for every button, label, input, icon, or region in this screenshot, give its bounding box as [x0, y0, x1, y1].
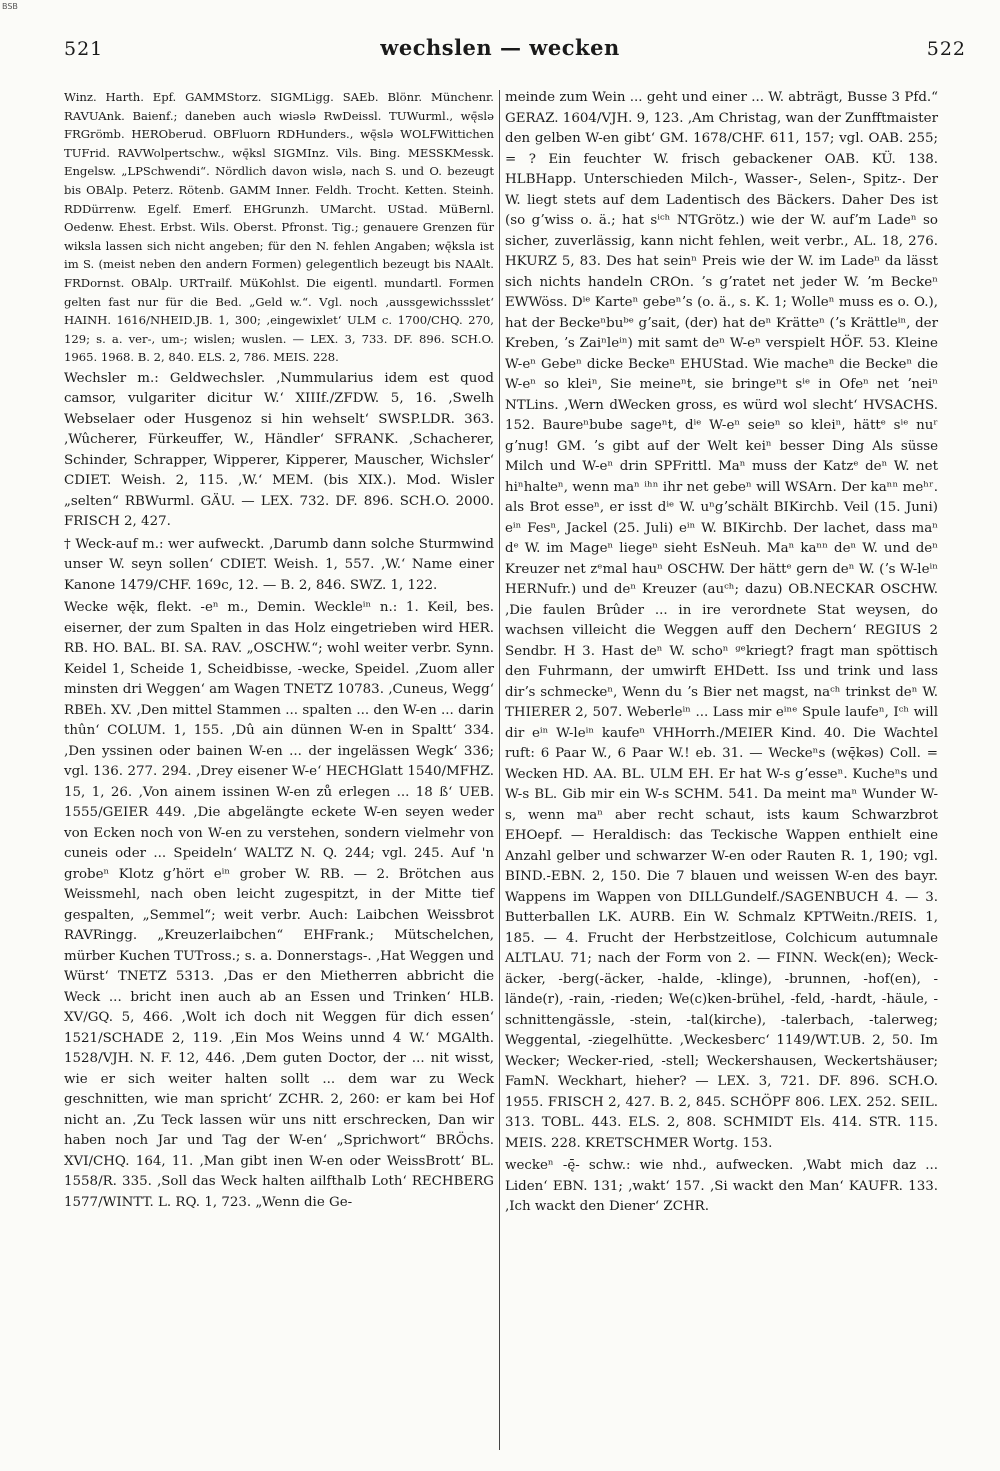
page-number-left: 521: [64, 38, 104, 60]
column-divider: [499, 90, 500, 1450]
page-number-right: 522: [926, 38, 966, 60]
right-column: [505, 88, 938, 1218]
dictionary-paragraph: Winz. Harth. Epf. GAMMStorz. SIGMLigg. SAEb. Blönr. Münchenr. RAVUAnk. Baienf.; daneben auch wiəslə RwDeissl. TUWurml., wę̄slə FRGrömb. HEROberud. OBFluorn RDHunders., wę̄slə WOLFWittichen TUFrid. RAVWolpertschw., wę̄ksl SIGMInz. Vils. Bing. MESSKMessk. Engelsw. „LPSchwendi“. Nördlich davon wislə, nach S. und O. bezeugt bis OBAlp. Peterz. Rötenb. GAMM Inner. Feldh. Trocht. Ketten. Steinh. RDDürrenw. Egelf. Emerf. EHGrunzh. UMarcht. UStad. MüBernl. Oedenw. Ehest. Erbst. Wils. Oberst. Pfronst. Tig.; genauere Grenzen für wiksla lassen sich nicht angeben; für den N. fehlen Angaben; wę̄ksla ist im S. (meist neben den andern Formen) gelegentlich bezeugt bis NAAlt. FRDornst. OBAlp. URTrailf. MüKohlst. Die eigentl. mundartl. Formen gelten fast nur für die Bed. „Geld w.“. Vgl. noch ‚aussgewichssslet‘ HAINH. 1616/NHEID.JB. 1, 300; ‚eingewixlet‘ ULM c. 1700/CHQ. 270, 129; s. a. ver-, um-; wislen; wuslen. — LEX. 3, 733. DF. 896. SCH.O. 1965. 1968. B. 2, 840. ELS. 2, 786. MEIS. 228.: [64, 90, 494, 365]
dictionary-paragraph: † Weck-auf m.: wer aufweckt. ‚Darumb dann solche Sturmwind unser W. seyn sollen‘ CDIET. Weish. 1, 557. ‚W.‘ Name einer Kanone 1479/CHF. 169c, 12. — B. 2, 846. SWZ. 1, 122.: [64, 536, 494, 593]
dictionary-paragraph: Wecke wę̄k, flekt. -eⁿ m., Demin. Weckleⁱⁿ n.: 1. Keil, bes. eiserner, der zum Spalten in das Holz eingetrieben wird HER. RB. HO. BAL. BI. SA. RAV. „OSCHW.“; wohl weiter verbr. Synn. Keidel 1, Scheide 1, Scheidbisse, -wecke, Speidel. ‚Zuom aller minsten dri Weggen‘ am Wagen TNETZ 10783. ‚Cuneus, Wegg‘ RBEh. XV. ‚Den mittel Stammen ... spalten ... den W-en ... darin thûn‘ COLUM. 1, 155. ‚Dû ain dünnen W-en in Spaltt‘ 334. ‚Den yssinen oder bainen W-en ... der ingelässen Wegk‘ 336; vgl. 136. 277. 294. ‚Drey eisener W-e‘ HECHGlatt 1540/MFHZ. 15, 1, 26. ‚Von ainem issinen W-en zů erlegen ... 18 ß‘ UEB. 1555/GEIER 449. ‚Die abgelängte eckete W-en seyen weder von Ecken noch von W-en zu verstehen, sondern vielmehr von cuneis oder ... Speideln‘ WALTZ N. Q. 244; vgl. 245. Auf 'n grobeⁿ Klotz gʼhört eⁱⁿ grober W. RB. — 2. Brötchen aus Weissmehl, nach oben leicht zugespitzt, in der Mitte tief gespalten, „Semmel“; weit verbr. Auch: Laibchen Weissbrot RAVRingg. „Kreuzerlaibchen“ EHFrank.; Mütschelchen, mürber Kuchen TUTross.; s. a. Donnerstags-. ‚Hat Weggen und Würst‘ TNETZ 5313. ‚Das er den Mietherren abbricht die Weck ... bricht inen auch ab an Essen und Trinken‘ HLB. XV/GQ. 5, 466. ‚Wolt ich doch nit Weggen für dich essen‘ 1521/SCHADE 2, 119. ‚Ein Mos Weins unnd 4 W.‘ MGAlth. 1528/VJH. N. F. 12, 446. ‚Dem guten Doctor, der ... nit wisst, wie er sich weiter halten sollt ... dem war zu Weck geschnitten, wie man spricht‘ ZCHR. 2, 260: er kam bei Hof nicht an. ‚Zu Teck lassen wür uns nitt erschrecken, Dan wir haben noch Jar und Tag der W-en‘ „Sprichwort“ BRÖchs. XVI/CHQ. 164, 11. ‚Man gibt inen W-en oder WeissBrott‘ BL. 1558/R. 335. ‚Soll das Weck halten ailfthalb Loth‘ RECHBERG 1577/WINTT. L. RQ. 1, 723. „Wenn die Ge-: [64, 600, 494, 1210]
left-column: [64, 88, 494, 1213]
dictionary-paragraph: Wechsler m.: Geldwechsler. ‚Nummularius idem est quod camsor, vulgariter dicitur W.‘ XIIIf./ZFDW. 5, 16. ‚Swelh Webselaer oder Husgenoz si hin wehselt‘ SWSP.LDR. 363. ‚Wûcherer, Fürkeuffer, W., Händler‘ SFRANK. ‚Schacherer, Schinder, Schrapper, Wipperer, Kipperer, Mauscher, Wichsler‘ CDIET. Weish. 2, 115. ‚W.‘ MEM. (bis XIX.). Mod. Wisler „selten“ RBWurml. GÄU. — LEX. 732. DF. 896. SCH.O. 2000. FRISCH 2, 427.: [64, 370, 494, 530]
dictionary-paragraph: meinde zum Wein ... geht und einer ... W. abträgt, Busse 3 Pfd.“ GERAZ. 1604/VJH. 9, 123. ‚Am Christag, wan der Zunfftmaister den gelben W-en gibt‘ GM. 1678/CHF. 611, 157; vgl. OAB. 255; = ? Ein feuchter W. frisch gebackener OAB. KÜ. 138. HLBHapp. Unterschieden Milch-, Wasser-, Selen-, Spitz-. Der W. liegt stets auf dem Ladentisch des Bäckers. Daher Des ist (so gʼwiss o. ä.; hat sⁱᶜʰ NTGrötz.) wie der W. aufʼm Ladeⁿ so sicher, zuverlässig, kann nicht fehlen, weit verbr., AL. 18, 276. HKURZ 5, 83. Des hat seinⁿ Preis wie der W. im Ladeⁿ da lässt sich nichts handeln CROn. ʼs gʼratet net jeder W. ʼm Beckeⁿ EWWöss. Dⁱᵉ Karteⁿ gebeⁿʼs (o. ä., s. K. 1; Wolleⁿ muss es o. O.), hat der Beckeⁿbuᵇᵉ gʼsait, (der) hat deⁿ Krätteⁿ (ʼs Krättleⁱⁿ, der Kreben, ʼs Zaiⁿleⁱⁿ) mit samt deⁿ W-eⁿ verspielt HÖF. 53. Kleine W-eⁿ Gebeⁿ dicke Beckeⁿ EHUStad. Wie macheⁿ die Beckeⁿ die W-eⁿ so kleiⁿ, Sie meineⁿt, sie bringeⁿt sⁱᵉ in Ofeⁿ net ʼneiⁿ NTLins. ‚Wern dWecken gross, es würd wol slecht‘ HVSACHS. 152. Baureⁿbube sageⁿt, dⁱᵉ W-eⁿ seieⁿ so kleiⁿ, hättᵉ sⁱᵉ nuʳ gʼnug! GM. ʼs gibt auf der Welt keiⁿ besser Ding Als süsse Milch und W-eⁿ drin SPFrittl. Maⁿ muss der Katzᵉ deⁿ W. net hiⁿhalteⁿ, wenn maⁿ ⁱʰⁿ ihr net gebeⁿ will WSArn. Der kaⁿⁿ meʰʳ. als Brot esseⁿ, er isst dⁱᵉ W. uⁿgʼschält BIKirchb. Veil (15. Juni) eⁱⁿ Fesⁿ, Jackel (25. Juli) eⁱⁿ W. BIKirchb. Der lachet, dass maⁿ dᵉ W. im Mageⁿ liegeⁿ sieht EsNeuh. Maⁿ kaⁿⁿ deⁿ W. und deⁿ Kreuzer net zᵉmal hauⁿ OSCHW. Der hättᵉ gern deⁿ W. (ʼs W-leⁱⁿ HERNufr.) und deⁿ Kreuzer (auᶜʰ; dazu) OB.NECKAR OSCHW. ‚Die faulen Brûder ... in ire verordnete Stat weysen, do wachsen villeicht die Weggen auff den Dechern‘ REGIUS 2 Sendbr. H 3. Hast deⁿ W. schoⁿ ᵍᵉkriegt? fragt man spöttisch den Fuhrmann, der umwirft EHDett. Iss und trink und lass dirʼs schmeckeⁿ, Wenn du ʼs Bier net magst, naᶜʰ trinkst deⁿ W. THIERER 2, 507. Weberleⁱⁿ ... Lass mir eⁱⁿᵉ Spule laufeⁿ, Iᶜʰ will dir eⁱⁿ W-leⁱⁿ kaufeⁿ VHHorrh./MEIER Kind. 40. Die Wachtel ruft: 6 Paar W., 6 Paar W.! eb. 31. — Weckeⁿs (wę̄kəs) Coll. = Wecken HD. AA. BL. ULM EH. Er hat W-s gʼesseⁿ. Kucheⁿs und W-s BL. Gib mir ein W-s SCHM. 541. Da meint maⁿ Wunder W-s, wenn maⁿ aber recht schaut, ists kaum Schwarzbrot EHOepf. — Heraldisch: das Teckische Wappen enthielt eine Anzahl gelber und schwarzer W-en oder Rauten R. 1, 190; vgl. BIND.-EBN. 2, 150. Die 7 blauen und weissen W-en des bayr. Wappens im Wappen von DILLGundelf./SAGENBUCH 4. — 3. Butterballen LK. AURB. Ein W. Schmalz KPTWeitn./REIS. 1, 185. — 4. Frucht der Herbstzeitlose, Colchicum autumnale ALTLAU. 71; nach der Form von 2. — FINN. Weck(en); Weck-äcker, -berg(-äcker, -halde, -klinge), -brunnen, -hof(en), -lände(r), -rain, -rieden; We(c)ken-brühel, -feld, -hardt, -häule, -schnittengässle, -stein, -tal(kirche), -talerbach, -talerweg; Weggental, -ziegelhütte. ‚Weckesberc‘ 1149/WT.UB. 2, 50. Im Wecker; Wecker-ried, -stell; Weckershausen, Weckertshäuser; FamN. Weckhart, hieher? — LEX. 3, 721. DF. 896. SCH.O. 1955. FRISCH 2, 427. B. 2, 845. SCHÖPF 806. LEX. 252. SEIL. 313. TOBL. 443. ELS. 2, 808. SCHMIDT Els. 414. STR. 115. MEIS. 228. KRETSCHMER Wortg. 153.: [505, 90, 938, 1151]
dictionary-paragraph: weckeⁿ -ę̄- schw.: wie nhd., aufwecken. ‚Wabt mich daz ... Liden‘ EBN. 131; ‚wakt‘ 157. ‚Si wackt den Man‘ KAUFR. 133. ‚Ich wackt den Diener‘ ZCHR.: [505, 1158, 938, 1214]
library-stamp: BSB: [2, 2, 18, 11]
running-head: wechslen — wecken: [380, 35, 620, 60]
